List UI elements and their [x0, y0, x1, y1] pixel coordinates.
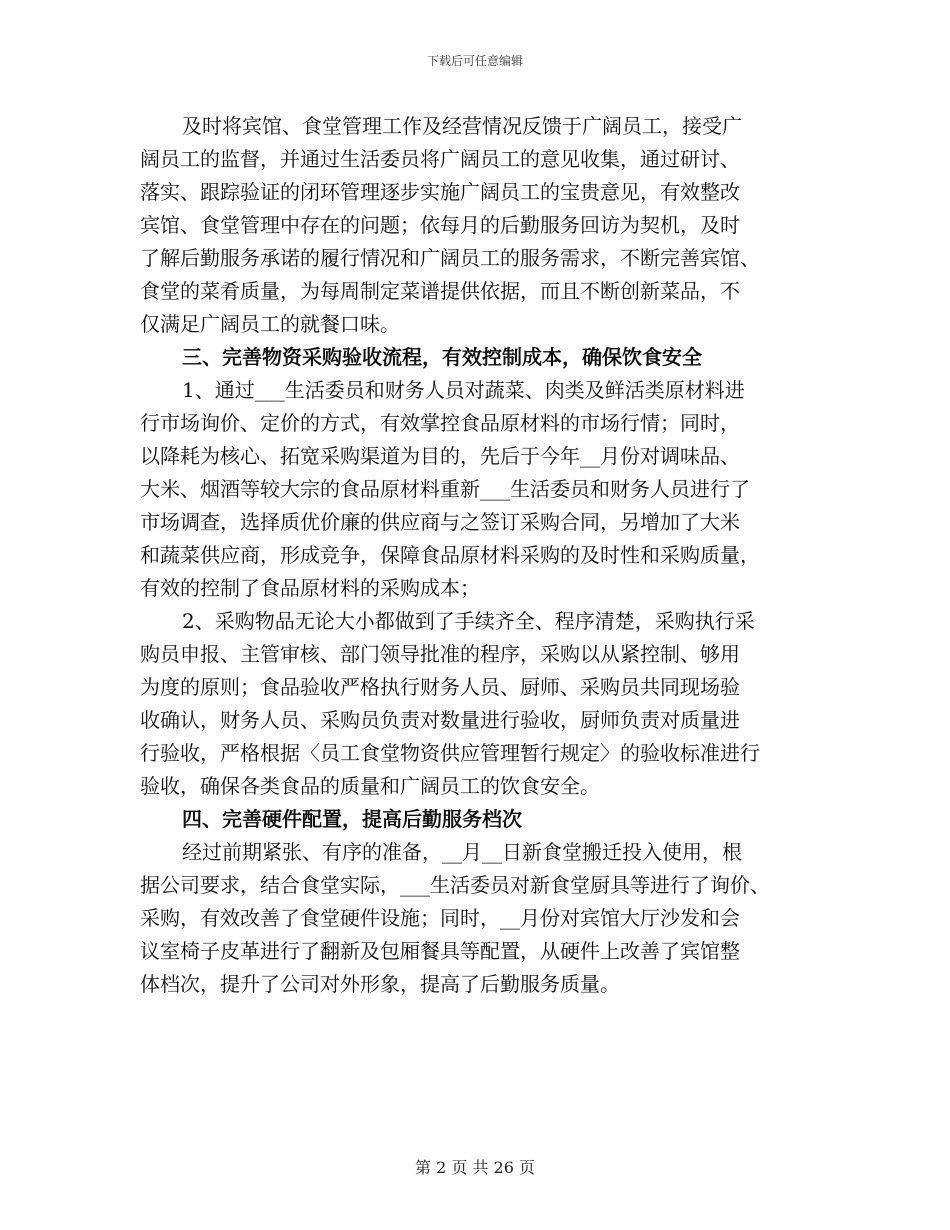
text-line: 大米、烟酒等较大宗的食品原材料重新___生活委员和财务人员进行了: [140, 477, 750, 501]
paragraph-intro: [140, 110, 820, 341]
text-line: 落实、跟踪验证的闭环管理逐步实施广阔员工的宝贵意见，有效整改: [140, 180, 740, 204]
text-line: 购员申报、主管审核、部门领导批准的程序，采购以从紧控制、够用: [140, 642, 740, 666]
text-line: 验收，确保各类食品的质量和广阔员工的饮食安全。: [140, 774, 600, 798]
page-footer: 第 2 页 共 26 页: [415, 1158, 535, 1177]
text-line: 市场调查，选择质优价廉的供应商与之签订采购合同，另增加了大米: [140, 510, 740, 534]
text-line: 体档次，提升了公司对外形象，提高了后勤服务质量。: [140, 972, 620, 996]
text-line: 以降耗为核心、拓宽采购渠道为目的，先后于今年__月份对调味品、: [140, 444, 740, 468]
text-line: 为度的原则；食品验收严格执行财务人员、厨师、采购员共同现场验: [140, 675, 740, 699]
text-line: 食堂的菜肴质量，为每周制定菜谱提供依据，而且不断创新菜品，不: [140, 279, 740, 303]
section-heading-4: 四、完善硬件配置，提高后勤服务档次: [182, 807, 522, 831]
text-line: 阔员工的监督，并通过生活委员将广阔员工的意见收集，通过研讨、: [140, 147, 740, 171]
document-body: [140, 110, 820, 1001]
paragraph-item-1: [140, 374, 820, 605]
text-line: 据公司要求，结合食堂实际，___生活委员对新食堂厨具等进行了询价、: [140, 873, 770, 897]
text-line: 2、采购物品无论大小都做到了手续齐全、程序清楚，采购执行采: [182, 609, 755, 633]
text-line: 及时将宾馆、食堂管理工作及经营情况反馈于广阔员工，接受广: [182, 114, 742, 138]
text-line: 收确认，财务人员、采购员负责对数量进行验收，厨师负责对质量进: [140, 708, 740, 732]
text-line: 经过前期紧张、有序的准备，__月__日新食堂搬迁投入使用，根: [182, 840, 742, 864]
text-line: 了解后勤服务承诺的履行情况和广阔员工的服务需求，不断完善宾馆、: [140, 246, 760, 270]
paragraph-hardware: [140, 836, 820, 1001]
text-line: 仅满足广阔员工的就餐口味。: [140, 312, 400, 336]
text-line: 1、通过___生活委员和财务人员对蔬菜、肉类及鲜活类原材料进: [182, 378, 745, 402]
text-line: 和蔬菜供应商，形成竞争，保障食品原材料采购的及时性和采购质量，: [140, 543, 760, 567]
text-line: 行市场询价、定价的方式，有效掌控食品原材料的市场行情；同时，: [140, 411, 740, 435]
text-line: 宾馆、食堂管理中存在的问题；依每月的后勤服务回访为契机，及时: [140, 213, 740, 237]
text-line: 行验收，严格根据〈员工食堂物资供应管理暂行规定〉的验收标准进行: [140, 741, 760, 765]
section-heading-3: 三、完善物资采购验收流程，有效控制成本，确保饮食安全: [182, 345, 702, 369]
text-line: 采购，有效改善了食堂硬件设施；同时，__月份对宾馆大厅沙发和会: [140, 906, 740, 930]
text-line: 议室椅子皮革进行了翻新及包厢餐具等配置，从硬件上改善了宾馆整: [140, 939, 740, 963]
text-line: 有效的控制了食品原材料的采购成本；: [140, 576, 480, 600]
page-header: 下载后可任意编辑: [426, 54, 523, 68]
paragraph-item-2: [140, 605, 820, 803]
